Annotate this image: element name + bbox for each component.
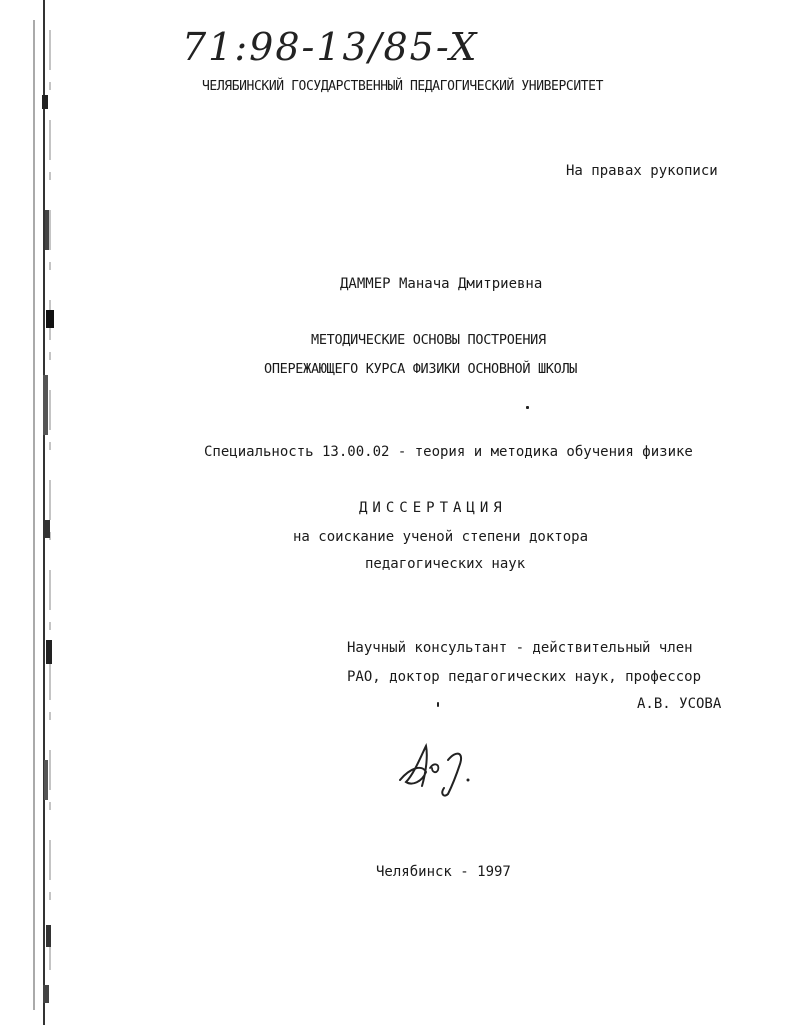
title-line-1: МЕТОДИЧЕСКИЕ ОСНОВЫ ПОСТРОЕНИЯ xyxy=(311,332,546,348)
signature-image xyxy=(392,742,478,798)
title-line-2: ОПЕРЕЖАЮЩЕГО КУРСА ФИЗИКИ ОСНОВНОЙ ШКОЛЫ xyxy=(264,361,578,377)
rights-note: На правах рукописи xyxy=(566,163,718,179)
consultant-name: А.В. УСОВА xyxy=(637,696,722,712)
degree-line-1: на соискание ученой степени доктора xyxy=(293,529,589,545)
handwritten-reference xyxy=(178,18,478,78)
consultant-line-1: Научный консультант - действительный член xyxy=(347,640,693,656)
degree-line-2: педагогических наук xyxy=(365,556,526,572)
place-and-year: Челябинск - 1997 xyxy=(376,864,511,880)
scan-edge-marks xyxy=(28,0,72,1025)
svg-text:71:98-13/85-X: 71:98-13/85-X xyxy=(182,25,478,69)
consultant-line-2: РАО, доктор педагогических наук, профессор xyxy=(347,669,702,685)
university-name: ЧЕЛЯБИНСКИЙ ГОСУДАРСТВЕННЫЙ ПЕДАГОГИЧЕСКИЙ УНИВЕРСИТЕТ xyxy=(202,79,604,94)
speck xyxy=(526,406,529,409)
work-type: ДИССЕРТАЦИЯ xyxy=(359,500,507,516)
speck xyxy=(437,702,439,707)
specialty: Специальность 13.00.02 - теория и методика обучения физике xyxy=(204,444,693,460)
author-name: ДАММЕР Манача Дмитриевна xyxy=(340,276,543,292)
